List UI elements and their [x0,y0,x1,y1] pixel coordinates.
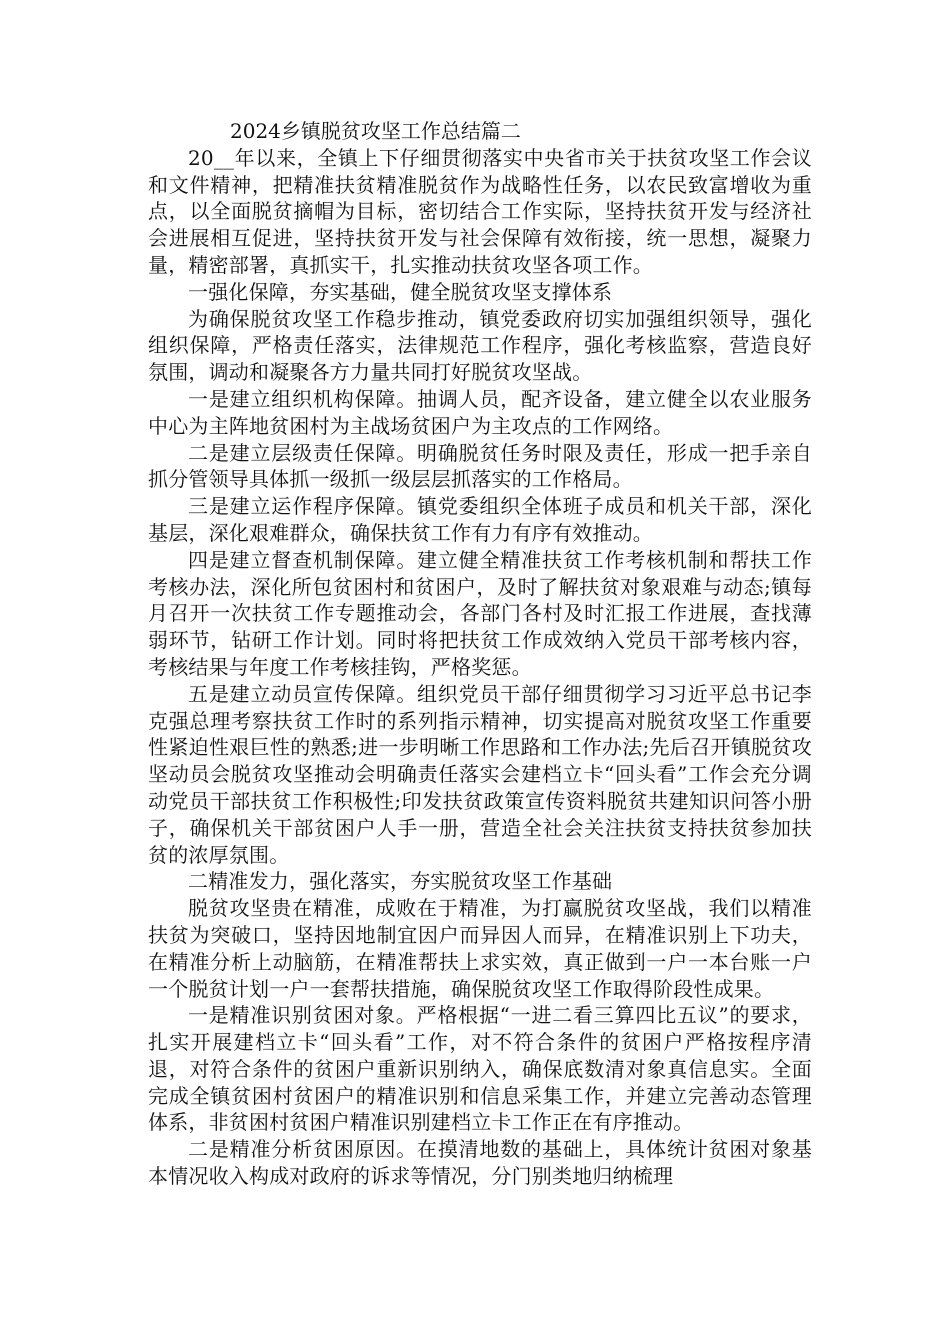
paragraph: 二是建立层级责任保障。明确脱贫任务时限及责任，形成一把手亲自抓分管领导具体抓一级抓一级层层抓落实的工作格局。 [148,440,812,492]
paragraph-intro: 20__年以来，全镇上下仔细贯彻落实中央省市关于扶贫攻坚工作会议和文件精神，把精准扶贫精准脱贫作为战略性任务，以农民致富增收为重点，以全面脱贫摘帽为目标，密切结合工作实际，坚持扶贫开发与经济社会进展相互促进，坚持扶贫开发与社会保障有效衔接，统一思想，凝聚力量，精密部署，真抓实干，扎实推动扶贫攻坚各项工作。 [148,145,812,277]
section-heading-1: 一强化保障，夯实基础，健全脱贫攻坚支撑体系 [188,279,613,304]
paragraph: 脱贫攻坚贵在精准，成败在于精准，为打赢脱贫攻坚战，我们以精准扶贫为突破口，坚持因地制宜因户而异因人而异，在精准识别上下功夫，在精准分析上动脑筋，在精准帮扶上求实效，真正做到一户一本台账一户一个脱贫计划一户一套帮扶措施，确保脱贫攻坚工作取得阶段性成果。 [148,896,812,1001]
paragraph: 三是建立运作程序保障。镇党委组织全体班子成员和机关干部，深化基层，深化艰难群众，确保扶贫工作有力有序有效推动。 [148,494,812,545]
paragraph: 四是建立督查机制保障。建立健全精准扶贫工作考核机制和帮扶工作考核办法，深化所包贫困村和贫困户，及时了解扶贫对象艰难与动态;镇每月召开一次扶贫工作专题推动会，各部门各村及时汇报工作进展，查找薄弱环节，钻研工作计划。同时将把扶贫工作成效纳入党员干部考核内容，考核结果与年度工作考核挂钩，严格奖惩。 [148,547,812,679]
paragraph: 为确保脱贫攻坚工作稳步推动，镇党委政府切实加强组织领导，强化组织保障，严格责任落实，法律规范工作程序，强化考核监察，营造良好氛围，调动和凝聚各方力量共同打好脱贫攻坚战。 [148,306,812,385]
paragraph: 一是精准识别贫困对象。严格根据“一进二看三算四比五议”的要求，扎实开展建档立卡“回头看”工作，对不符合条件的贫困户严格按程序清退，对符合条件的贫困户重新识别纳入，确保底数清对象真信息实。全面完成全镇贫困村贫困户的精准识别和信息采集工作，并建立完善动态管理体系，非贫困村贫困户精准识别建档立卡工作正在有序推动。 [148,1003,812,1135]
section-heading-2: 二精准发力，强化落实，夯实脱贫攻坚工作基础 [188,869,613,894]
paragraph: 五是建立动员宣传保障。组织党员干部仔细贯彻学习习近平总书记李克强总理考察扶贫工作时的系列指示精神，切实提高对脱贫攻坚工作重要性紧迫性艰巨性的熟悉;进一步明晰工作思路和工作办法;先后召开镇脱贫攻坚动员会脱贫攻坚推动会明确责任落实会建档立卡“回头看”工作会充分调动党员干部扶贫工作积极性;印发扶贫政策宣传资料脱贫共建知识问答小册子，确保机关干部贫困户人手一册，营造全社会关注扶贫支持扶贫参加扶贫的浓厚氛围。 [148,681,812,867]
document-title: 2024乡镇脱贫攻坚工作总结篇二 [230,119,521,143]
paragraph: 一是建立组织机构保障。抽调人员，配齐设备，建立健全以农业服务中心为主阵地贫困村为主战场贫困户为主攻点的工作网络。 [148,386,812,438]
paragraph: 二是精准分析贫困原因。在摸清地数的基础上，具体统计贫困对象基本情况收入构成对政府的诉求等情况，分门别类地归纳梳理 [148,1137,812,1189]
document-page [148,118,812,1190]
